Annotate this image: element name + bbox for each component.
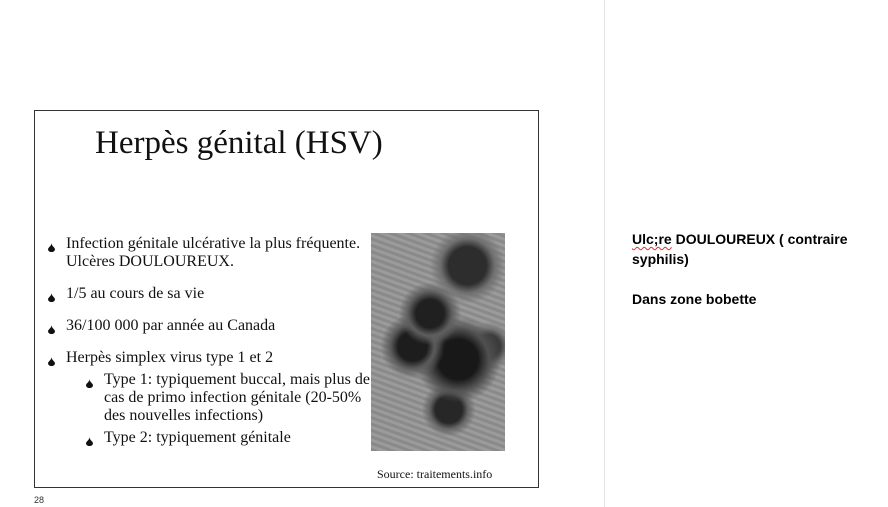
note-line-1	[632, 229, 888, 269]
sub-bullet-text: Type 2: typiquement génitale	[104, 429, 291, 446]
bullet-list	[47, 235, 377, 461]
speaker-notes[interactable]	[632, 229, 888, 309]
drop-bullet-icon	[48, 353, 55, 371]
bullet-item	[47, 235, 377, 271]
bullet-item	[47, 349, 377, 447]
bullet-text: 1/5 au cours de sa vie	[66, 285, 205, 302]
sub-bullet-text: Type 1: typiquement buccal, mais plus de cas de primo infection génitale (20-50% des nouvelles infections)	[104, 371, 370, 424]
page-divider	[604, 0, 605, 507]
bullet-text: Infection génitale ulcérative la plus fréquente. Ulcères DOULOUREUX.	[66, 235, 361, 270]
bullet-item	[47, 317, 377, 335]
note-line-2: Dans zone bobette	[632, 291, 757, 307]
slide-title: Herpès génital (HSV)	[95, 125, 383, 161]
sub-bullet-item	[85, 371, 377, 425]
photo-source-caption: Source: traitements.info	[377, 467, 493, 481]
drop-bullet-icon	[48, 321, 55, 339]
slide-thumbnail	[34, 110, 539, 488]
page-number: 28	[34, 495, 45, 505]
bullet-text: 36/100 000 par année au Canada	[66, 317, 276, 334]
drop-bullet-icon	[48, 239, 55, 257]
sub-bullet-item	[85, 429, 377, 447]
misspelled-word[interactable]: Ulc;re	[632, 231, 672, 247]
drop-bullet-icon	[48, 289, 55, 307]
note-line-1-text: DOULOUREUX ( contraire syphilis)	[632, 231, 848, 267]
bullet-text: Herpès simplex virus type 1 et 2	[66, 349, 274, 366]
lesion-photo	[371, 233, 505, 451]
bullet-item	[47, 285, 377, 303]
drop-bullet-icon	[86, 375, 93, 393]
drop-bullet-icon	[86, 433, 93, 451]
